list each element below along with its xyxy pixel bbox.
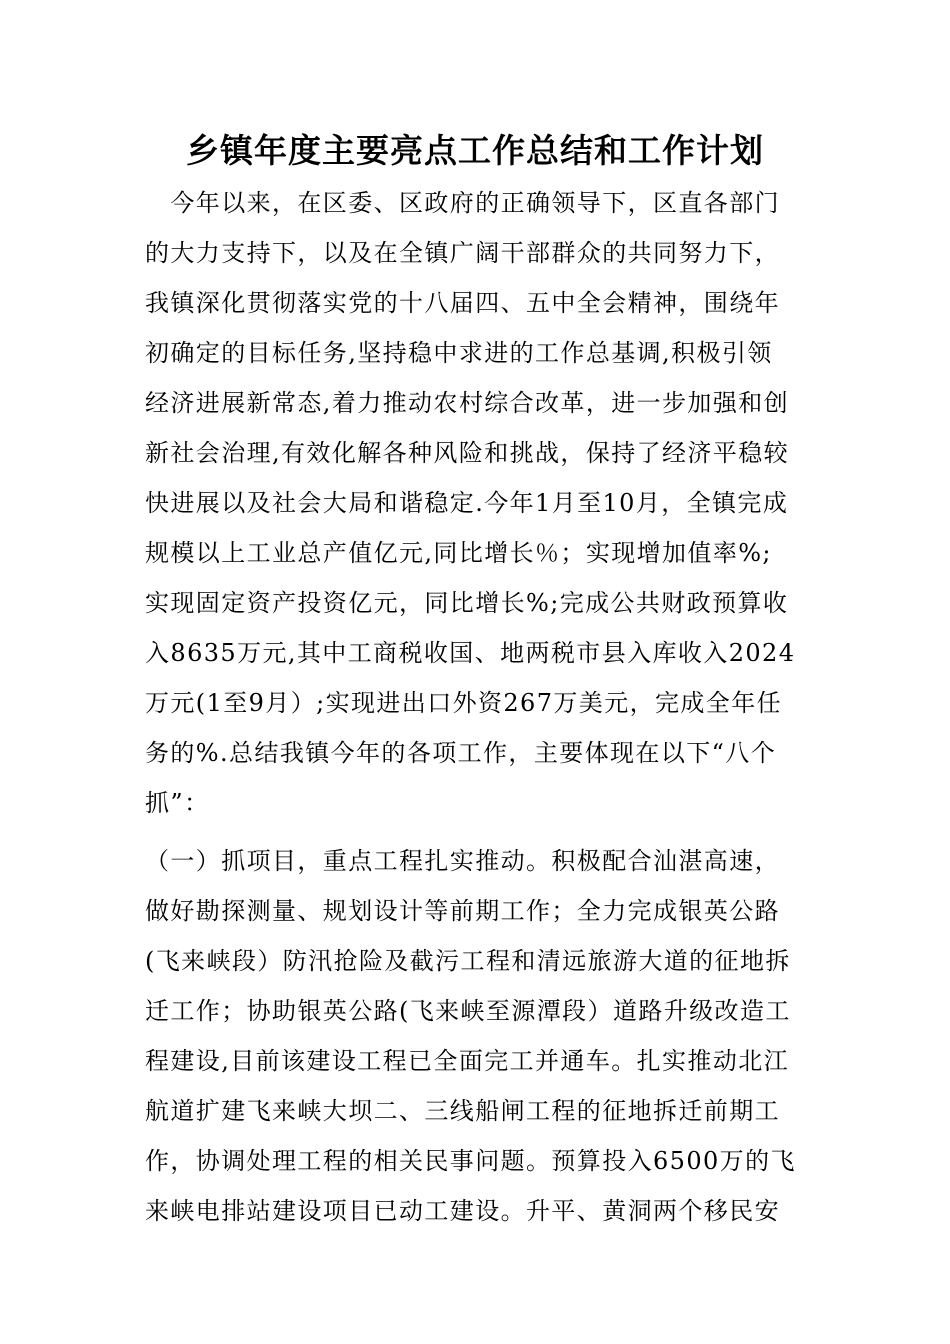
text-line: 今年以来，在区委、区政府的正确领导下，区直各部门: [145, 189, 780, 217]
text-line: 实现固定资产投资亿元，同比增长%;完成公共财政预算收: [145, 589, 789, 617]
paragraph-gap: [145, 828, 815, 836]
paragraph-section-one: [145, 836, 815, 1236]
text-line: 做好勘探测量、规划设计等前期工作；全力完成银英公路: [145, 897, 780, 925]
text-line: 入8635万元,其中工商税收国、地两税市县入库收入2024: [145, 639, 796, 667]
text-line: 迁工作；协助银英公路(飞来峡至源潭段）道路升级改造工: [145, 997, 791, 1025]
text-line: (飞来峡段）防汛抢险及截污工程和清远旅游大道的征地拆: [145, 947, 791, 975]
document-body: [145, 178, 815, 1236]
text-line: 务的%.总结我镇今年的各项工作，主要体现在以下“八个: [145, 739, 777, 767]
text-line: 万元(1至9月）;实现进出口外资267万美元，完成全年任: [145, 689, 782, 717]
text-line: 初确定的目标任务,坚持稳中求进的工作总基调,积极引领: [145, 339, 773, 367]
text-line: 航道扩建飞来峡大坝二、三线船闸工程的征地拆迁前期工: [145, 1097, 780, 1125]
document-title: 乡镇年度主要亮点工作总结和工作计划: [186, 131, 764, 170]
text-line: 程建设,目前该建设工程已全面完工并通车。扎实推动北江: [145, 1047, 790, 1075]
text-line: 规模以上工业总产值亿元,同比增长％；实现增加值率%;: [145, 539, 772, 567]
text-line: （一）抓项目，重点工程扎实推动。积极配合汕湛高速，: [145, 847, 780, 875]
text-line: 的大力支持下，以及在全镇广阔干部群众的共同努力下，: [145, 239, 780, 267]
text-line: 来峡电排站建设项目已动工建设。升平、黄洞两个移民安: [145, 1197, 780, 1225]
text-line: 经济进展新常态,着力推动农村综合改革，进一步加强和创: [145, 389, 790, 417]
text-line: 新社会治理,有效化解各种风险和挑战，保持了经济平稳较: [145, 439, 790, 467]
paragraph-intro: [145, 178, 815, 828]
text-line: 快进展以及社会大局和谐稳定.今年1月至10月，全镇完成: [145, 489, 789, 517]
text-line: 抓”：: [145, 789, 210, 817]
text-line: 我镇深化贯彻落实党的十八届四、五中全会精神，围绕年: [145, 289, 780, 317]
text-line: 作，协调处理工程的相关民事问题。预算投入6500万的飞: [145, 1147, 796, 1175]
